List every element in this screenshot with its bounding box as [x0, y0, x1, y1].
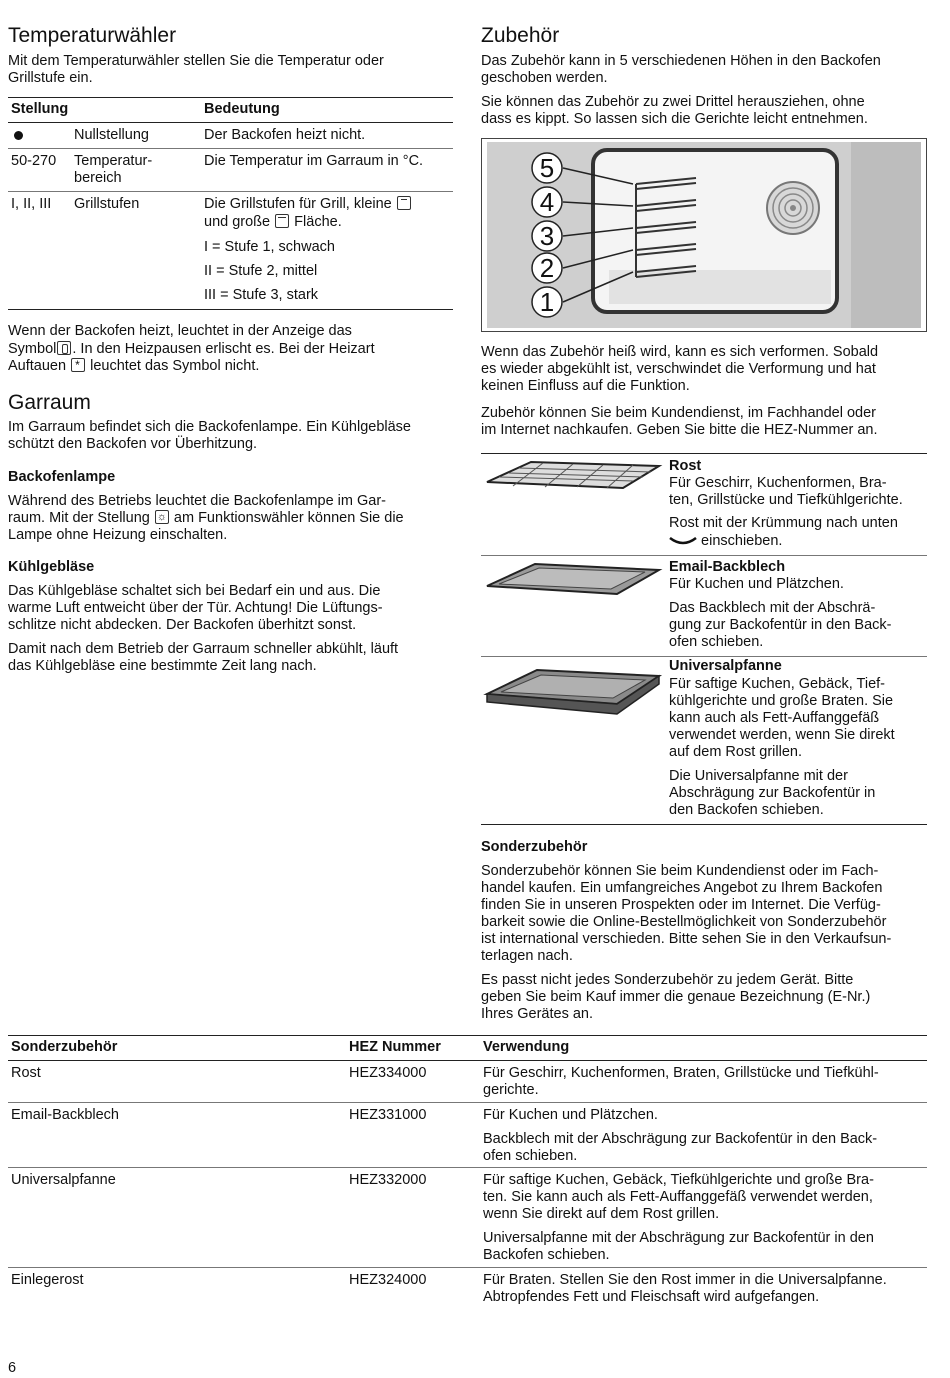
kuehl-text1-line3: schlitze nicht abdecken. Der Backofen überhitzt sonst.: [8, 617, 357, 633]
sonder-text2-line1: Es passt nicht jedes Sonderzubehör zu jedem Gerät. Bitte: [481, 972, 854, 988]
table-row-pfanne-use1-line2: ten. Sie kann auch als Fett-Auffanggefäß verwendet werden,: [483, 1189, 873, 1205]
table-row-einlegerost-use-line1: Für Braten. Stellen Sie den Rost immer in die Universalpfanne.: [483, 1272, 887, 1288]
row3-mode: Grillstufen: [74, 196, 140, 212]
pfanne-text-line2: kühlgerichte und große Braten. Sie: [669, 693, 894, 709]
buy-line1: Zubehör können Sie beim Kundendienst, im Fachhandel oder: [481, 405, 876, 421]
rost-text-line1: Für Geschirr, Kuchenformen, Bra-: [669, 475, 887, 491]
table-row-pfanne-hez: HEZ332000: [349, 1172, 427, 1188]
grill-small-icon: [397, 196, 411, 210]
thermometer-icon: [57, 341, 71, 355]
zubehoer-intro2-line1: Sie können das Zubehör zu zwei Drittel herausziehen, ohne: [481, 94, 865, 110]
table-header-stellung: Stellung: [11, 101, 69, 117]
heat-note-line3: [8, 358, 259, 375]
rack-curve-icon: [669, 536, 697, 546]
backblech-text: Für Kuchen und Plätzchen.: [669, 576, 844, 592]
row3-desc-b2: Fläche.: [294, 214, 342, 230]
row2-pos: 50-270: [11, 153, 57, 169]
lamp-icon: [155, 510, 169, 524]
warn-line3: keinen Einfluss auf die Funktion.: [481, 378, 690, 394]
sonderzubehoer-title: Sonderzubehör: [481, 839, 588, 855]
row2-mode-line2: bereich: [74, 170, 122, 186]
table-row-backblech-use2-line1: Backblech mit der Abschrägung zur Backofentür in den Back-: [483, 1131, 878, 1147]
rost-note-line2: [669, 533, 782, 550]
table-row-rost-use-line1: Für Geschirr, Kuchenformen, Braten, Grillstücke und Tiefkühl-: [483, 1065, 879, 1081]
table-row-rule: [8, 1267, 927, 1268]
pfanne-text-line3: kann auch als Fett-Auffanggefäß: [669, 710, 880, 726]
level-label-4: 4: [539, 187, 555, 217]
table-row-einlegerost-name: Einlegerost: [11, 1272, 84, 1288]
garraum-title: Garraum: [8, 391, 91, 414]
row2-mode-line1: Temperatur-: [74, 153, 153, 169]
bottom-header-sonderzubehoer: Sonderzubehör: [11, 1039, 118, 1055]
sonder-text2-line3: Ihres Gerätes an.: [481, 1006, 594, 1022]
pfanne-note-line1: Die Universalpfanne mit der: [669, 768, 848, 784]
lampe-line1: Während des Betriebs leuchtet die Backofenlampe im Gar-: [8, 493, 386, 509]
row-rule: [8, 148, 453, 149]
grill-level-3: III = Stufe 3, stark: [204, 287, 319, 303]
heat-note-line2a: Symbol: [8, 341, 57, 357]
table-row-backblech-use2-line2: ofen schieben.: [483, 1148, 578, 1164]
table-row-pfanne-use1-line3: wenn Sie direkt auf dem Rost grillen.: [483, 1206, 720, 1222]
table-row-pfanne-use2-line2: Backofen schieben.: [483, 1247, 610, 1263]
pfanne-note-line2: Abschrägung zur Backofentür in: [669, 785, 876, 801]
bottom-header-rule: [8, 1060, 927, 1061]
table-row-backblech-name: Email-Backblech: [11, 1107, 119, 1123]
table-row-einlegerost-hez: HEZ324000: [349, 1272, 427, 1288]
universal-pan-image: [483, 664, 663, 722]
kuehl-text2-line1: Damit nach dem Betrieb der Garraum schneller abkühlt, läuft: [8, 641, 399, 657]
table-row-rost-use-line2: gerichte.: [483, 1082, 539, 1098]
table-row-rule: [8, 1167, 927, 1168]
lampe-line2b: am Funktionswähler können Sie die: [173, 510, 404, 526]
bullet-icon: [14, 131, 23, 140]
zubehoer-intro2-line2: dass es kippt. So lassen sich die Gerichte leicht entnehmen.: [481, 111, 868, 127]
oven-levels-illustration: [481, 138, 927, 332]
lampe-line3: Lampe ohne Heizung einschalten.: [8, 527, 228, 543]
zubehoer-title: Zubehör: [481, 24, 560, 47]
lampe-line2: [8, 510, 404, 527]
kuehl-text1-line2: warme Luft entweicht über der Tür. Achtung! Die Lüftungs-: [8, 600, 383, 616]
sonder-text1-line3: finden Sie in unseren Prospekten oder im Internet. Die Verfüg-: [481, 897, 881, 913]
zubehoer-intro1-line1: Das Zubehör kann in 5 verschiedenen Höhen in den Backofen: [481, 53, 881, 69]
grill-level-1: I = Stufe 1, schwach: [204, 239, 335, 255]
backblech-note-line3: ofen schieben.: [669, 634, 764, 650]
row3-pos: I, II, III: [11, 196, 52, 212]
level-label-5: 5: [539, 153, 555, 183]
bottom-header-hez: HEZ Nummer: [349, 1039, 441, 1055]
baking-tray-image: [483, 560, 663, 598]
row1-desc: Der Backofen heizt nicht.: [204, 127, 366, 143]
row3-desc-a-text: Die Grillstufen für Grill, kleine: [204, 196, 392, 212]
heat-note-line3a: Auftauen: [8, 358, 67, 374]
pfanne-text-line5: auf dem Rost grillen.: [669, 744, 802, 760]
oven-fan-icon: [767, 182, 819, 234]
level-label-1: 1: [539, 287, 555, 317]
warn-line2: es wieder abgekühlt ist, verschwindet die Verformung und hat: [481, 361, 876, 377]
table-row-backblech-hez: HEZ331000: [349, 1107, 427, 1123]
table-row-rost-name: Rost: [11, 1065, 41, 1081]
sonder-text2-line2: geben Sie beim Kauf immer die genaue Bezeichnung (E-Nr.): [481, 989, 871, 1005]
table-row-pfanne-use2-line1: Universalpfanne mit der Abschrägung zur Backofentür in den: [483, 1230, 874, 1246]
page-number: 6: [8, 1360, 17, 1376]
backblech-note-line2: gung zur Backofentür in den Back-: [669, 617, 892, 633]
table-header-rule: [8, 122, 453, 123]
kuehlgeblaese-title: Kühlgebläse: [8, 559, 95, 575]
temperature-intro-line2: Grillstufe ein.: [8, 70, 93, 86]
row-rule: [8, 191, 453, 192]
table-row-rule: [8, 1102, 927, 1103]
grill-large-icon: [275, 214, 289, 228]
rost-note-line1: Rost mit der Krümmung nach unten: [669, 515, 898, 531]
sonder-text1-line4: barkeit sowie die Online-Bestellmöglichkeit von Sonderzubehör: [481, 914, 887, 930]
pfanne-note-line3: den Backofen schieben.: [669, 802, 824, 818]
pfanne-text-line4: verwendet werden, wenn Sie direkt: [669, 727, 895, 743]
grill-level-2: II = Stufe 2, mittel: [204, 263, 318, 279]
heat-note-line1: Wenn der Backofen heizt, leuchtet in der Anzeige das: [8, 323, 352, 339]
row2-desc: Die Temperatur im Garraum in °C.: [204, 153, 424, 169]
rack-image: [483, 458, 663, 492]
zubehoer-intro1-line2: geschoben werden.: [481, 70, 608, 86]
heat-note-line2: [8, 341, 375, 358]
row3-desc-b1: und große: [204, 214, 271, 230]
level-label-2: 2: [539, 253, 555, 283]
row1-mode: Nullstellung: [74, 127, 149, 143]
table-row-einlegerost-use-line2: Abtropfendes Fett und Fleischsaft wird aufgefangen.: [483, 1289, 820, 1305]
table-top-rule: [8, 97, 453, 98]
kuehl-text2-line2: das Kühlgebläse eine bestimmte Zeit lang nach.: [8, 658, 317, 674]
backofenlampe-title: Backofenlampe: [8, 469, 116, 485]
accessory-row-rule: [481, 656, 927, 657]
row3-desc-b: [204, 214, 342, 231]
heat-note-line3b: leuchtet das Symbol nicht.: [90, 358, 260, 374]
warn-line1: Wenn das Zubehör heiß wird, kann es sich verformen. Sobald: [481, 344, 879, 360]
garraum-text-line1: Im Garraum befindet sich die Backofenlampe. Ein Kühlgebläse: [8, 419, 411, 435]
table-row-pfanne-use1-line1: Für saftige Kuchen, Gebäck, Tiefkühlgerichte und große Bra-: [483, 1172, 874, 1188]
table-row-backblech-use1: Für Kuchen und Plätzchen.: [483, 1107, 658, 1123]
bottom-table-top-rule: [8, 1035, 927, 1036]
sonder-text1-line1: Sonderzubehör können Sie beim Kundendienst oder im Fach-: [481, 863, 879, 879]
backblech-note-line1: Das Backblech mit der Abschrä-: [669, 600, 876, 616]
rost-note-line2-text: einschieben.: [701, 533, 783, 549]
table-row-pfanne-name: Universalpfanne: [11, 1172, 116, 1188]
sonder-text1-line5: ist international verschieden. Bitte sehen Sie in den Verkaufsun-: [481, 931, 892, 947]
rost-text-line2: ten, Grillstücke und Tiefkühlgerichte.: [669, 492, 903, 508]
level-label-3: 3: [539, 221, 555, 251]
lampe-line2a: raum. Mit der Stellung: [8, 510, 150, 526]
accessory-row-rule: [481, 555, 927, 556]
pfanne-text-line1: Für saftige Kuchen, Gebäck, Tief-: [669, 676, 885, 692]
bottom-header-verwendung: Verwendung: [483, 1039, 570, 1055]
kuehl-text1-line1: Das Kühlgebläse schaltet sich bei Bedarf ein und aus. Die: [8, 583, 381, 599]
buy-line2: im Internet nachkaufen. Geben Sie bitte die HEZ-Nummer an.: [481, 422, 878, 438]
temperature-selector-title: Temperaturwähler: [8, 24, 177, 47]
table-header-bedeutung: Bedeutung: [204, 101, 280, 117]
heat-note-line2b: . In den Heizpausen erlischt es. Bei der Heizart: [72, 341, 375, 357]
rost-title: Rost: [669, 458, 702, 474]
row3-desc-a: [204, 196, 412, 213]
accessory-list-bottom-rule: [481, 824, 927, 825]
table-bottom-rule: [8, 309, 453, 310]
backblech-title: Email-Backblech: [669, 559, 786, 575]
universalpfanne-title: Universalpfanne: [669, 658, 782, 674]
accessory-list-top-rule: [481, 453, 927, 454]
temperature-intro-line1: Mit dem Temperaturwähler stellen Sie die Temperatur oder: [8, 53, 384, 69]
defrost-icon: [71, 358, 85, 372]
sonder-text1-line6: terlagen nach.: [481, 948, 573, 964]
table-row-rost-hez: HEZ334000: [349, 1065, 427, 1081]
garraum-text-line2: schützt den Backofen vor Überhitzung.: [8, 436, 258, 452]
sonder-text1-line2: handel kaufen. Ein umfangreiches Angebot zu Ihrem Backofen: [481, 880, 883, 896]
